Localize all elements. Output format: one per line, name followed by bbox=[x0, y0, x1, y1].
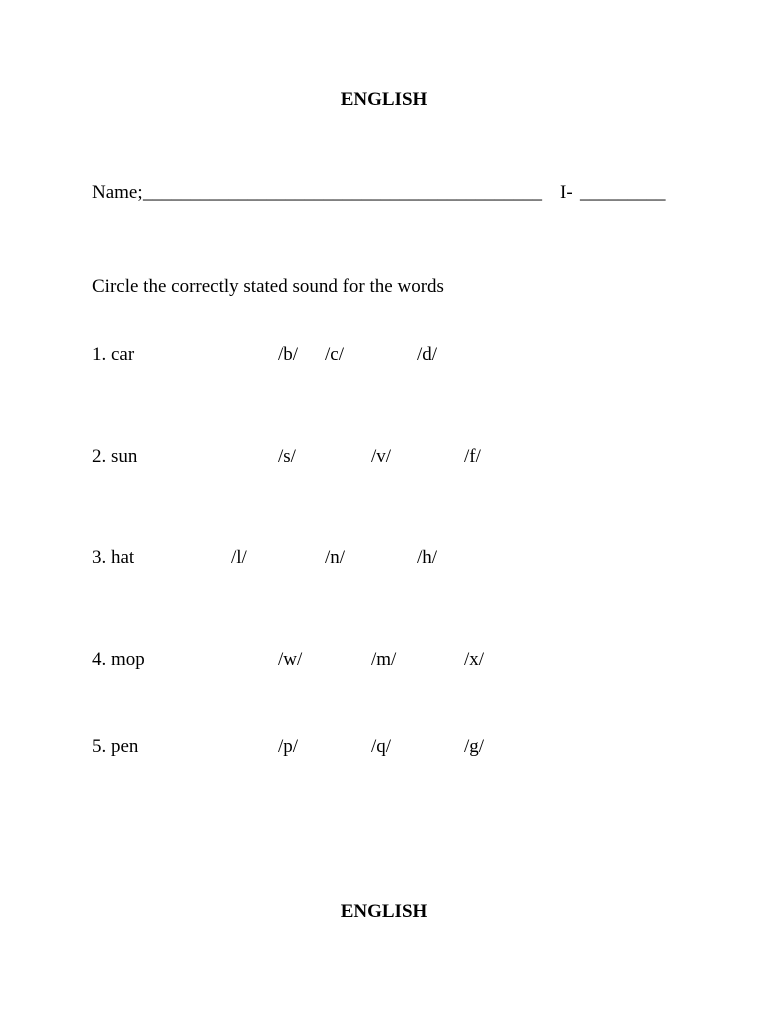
page-title: ENGLISH bbox=[340, 89, 428, 110]
question-label: 2. sun bbox=[92, 446, 138, 467]
class-blank: _________ bbox=[580, 182, 666, 203]
question-label: 5. pen bbox=[92, 736, 139, 757]
name-label: Name; bbox=[92, 182, 143, 203]
footer-title: ENGLISH bbox=[340, 901, 428, 922]
sound-option[interactable]: /f/ bbox=[464, 446, 481, 467]
class-label: I- bbox=[560, 182, 573, 203]
sound-option[interactable]: /s/ bbox=[278, 446, 296, 467]
question-label: 1. car bbox=[92, 344, 135, 365]
sound-option[interactable]: /w/ bbox=[278, 649, 303, 670]
name-blank: __________________________________________ bbox=[143, 182, 542, 203]
question-label: 4. mop bbox=[92, 649, 145, 670]
sound-option[interactable]: /l/ bbox=[231, 547, 247, 568]
instruction-text: Circle the correctly stated sound for the words bbox=[92, 276, 444, 297]
question-label: 3. hat bbox=[92, 547, 135, 568]
sound-option[interactable]: /m/ bbox=[371, 649, 397, 670]
sound-option[interactable]: /b/ bbox=[278, 344, 299, 365]
sound-option[interactable]: /d/ bbox=[417, 344, 438, 365]
sound-option[interactable]: /q/ bbox=[371, 736, 392, 757]
sound-option[interactable]: /c/ bbox=[325, 344, 344, 365]
sound-option[interactable]: /x/ bbox=[464, 649, 485, 670]
sound-option[interactable]: /p/ bbox=[278, 736, 299, 757]
sound-option[interactable]: /n/ bbox=[325, 547, 346, 568]
sound-option[interactable]: /h/ bbox=[417, 547, 438, 568]
sound-option[interactable]: /v/ bbox=[371, 446, 392, 467]
sound-option[interactable]: /g/ bbox=[464, 736, 485, 757]
